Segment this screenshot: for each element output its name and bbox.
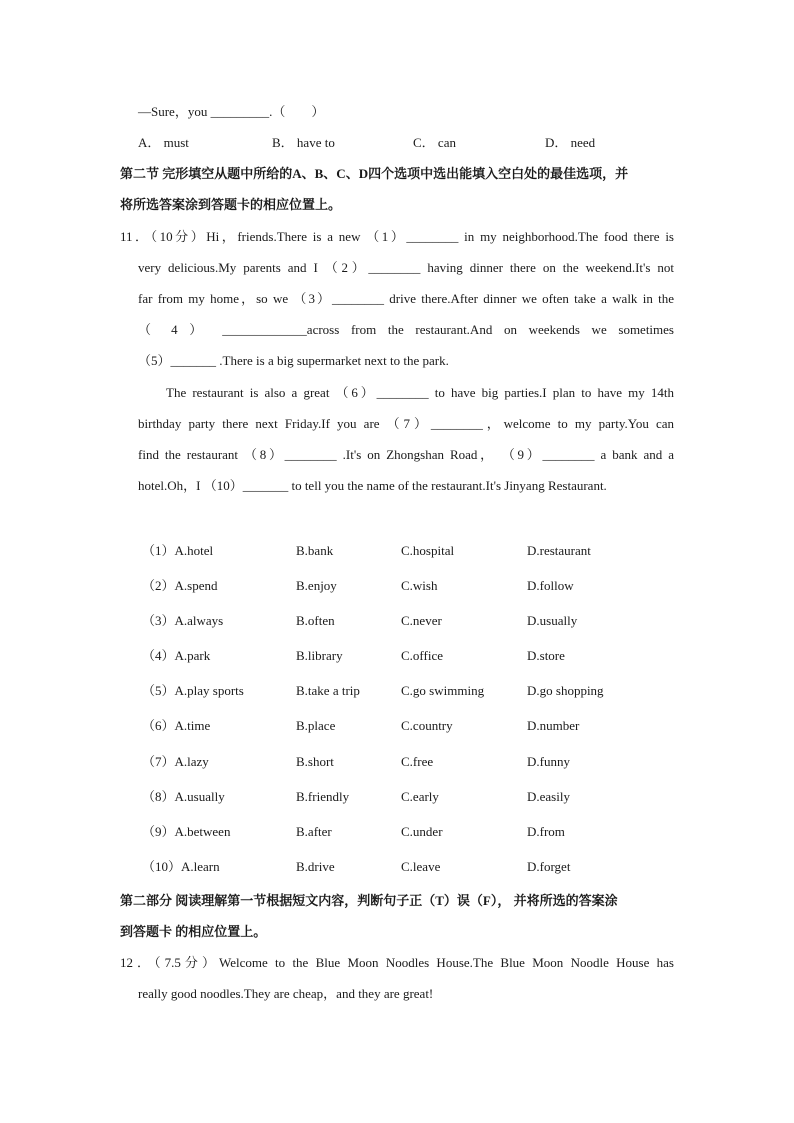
q11-passage-line: find the restaurant （8）________ .It's on Zhongshan Road， （9）________ a bank and a [138, 447, 674, 462]
choice-3-d[interactable]: D.usually [527, 613, 578, 628]
q10-option-d[interactable]: D． need [545, 135, 596, 150]
q11-passage-line: very delicious.My parents and I （2）________ having dinner there on the weekend.It's not [138, 260, 674, 275]
choice-2-d[interactable]: D.follow [527, 578, 574, 593]
choice-2-b[interactable]: B.enjoy [296, 578, 337, 593]
choice-1-d[interactable]: D.restaurant [527, 543, 591, 558]
choice-2-c[interactable]: C.wish [401, 578, 438, 593]
choice-6-b[interactable]: B.place [296, 718, 336, 733]
q11-passage-line: birthday party there next Friday.If you are （7）________，welcome to my party.You can [138, 416, 674, 431]
choice-8-b[interactable]: B.friendly [296, 789, 350, 804]
choice-10-d[interactable]: D.forget [527, 859, 571, 874]
cloze-section-heading: 第二节 完形填空从题中所给的A、B、C、D四个选项中选出能填入空白处的最佳选项，并 [120, 166, 629, 181]
choice-8-a[interactable]: （8）A.usually [142, 789, 225, 804]
choice-6-a[interactable]: （6）A.time [142, 718, 211, 733]
choice-5-c[interactable]: C.go swimming [401, 683, 485, 698]
choice-1-a[interactable]: （1）A.hotel [142, 543, 214, 558]
choice-4-a[interactable]: （4）A.park [142, 648, 211, 663]
choice-6-d[interactable]: D.number [527, 718, 580, 733]
choice-1-c[interactable]: C.hospital [401, 543, 455, 558]
q12-passage-line: 12．（7.5分）Welcome to the Blue Moon Noodles House.The Blue Moon Noodle House has [120, 955, 674, 970]
q11-passage-line: 11．（10分）Hi，friends.There is a new （1）________ in my neighborhood.The food there is [120, 229, 674, 244]
q11-passage-line: （ 4 ） _____________across from the restaurant.And on weekends we sometimes [138, 322, 674, 337]
q12-passage-line: really good noodles.They are cheap，and they are great! [138, 986, 434, 1001]
choice-5-a[interactable]: （5）A.play sports [142, 683, 244, 698]
q10-option-a[interactable]: A． must [138, 135, 189, 150]
q11-passage-line: The restaurant is also a great （6）________ to have big parties.I plan to have my 14th [166, 385, 674, 400]
choice-8-c[interactable]: C.early [401, 789, 439, 804]
choice-7-d[interactable]: D.funny [527, 754, 570, 769]
choice-3-b[interactable]: B.often [296, 613, 335, 628]
choice-4-b[interactable]: B.library [296, 648, 343, 663]
reading-section-heading-cont: 到答题卡 的相应位置上。 [120, 924, 267, 939]
choice-10-c[interactable]: C.leave [401, 859, 441, 874]
choice-3-a[interactable]: （3）A.always [142, 613, 224, 628]
q11-passage-line: far from my home，so we （3）________ drive there.After dinner we often take a walk in the [138, 291, 674, 306]
choice-5-d[interactable]: D.go shopping [527, 683, 604, 698]
q10-option-c[interactable]: C． can [413, 135, 456, 150]
choice-4-d[interactable]: D.store [527, 648, 565, 663]
choice-1-b[interactable]: B.bank [296, 543, 334, 558]
choice-7-a[interactable]: （7）A.lazy [142, 754, 209, 769]
choice-4-c[interactable]: C.office [401, 648, 443, 663]
choice-8-d[interactable]: D.easily [527, 789, 570, 804]
choice-10-a[interactable]: （10）A.learn [142, 859, 220, 874]
choice-3-c[interactable]: C.never [401, 613, 442, 628]
choice-10-b[interactable]: B.drive [296, 859, 335, 874]
choice-9-c[interactable]: C.under [401, 824, 443, 839]
choice-5-b[interactable]: B.take a trip [296, 683, 360, 698]
choice-9-a[interactable]: （9）A.between [142, 824, 231, 839]
q11-passage-line: hotel.Oh，I （10）_______ to tell you the name of the restaurant.It's Jinyang Restaurant. [138, 478, 607, 493]
choice-9-d[interactable]: D.from [527, 824, 565, 839]
q10-option-b[interactable]: B． have to [272, 135, 335, 150]
cloze-section-heading-cont: 将所选答案涂到答题卡的相应位置上。 [120, 197, 342, 212]
choice-2-a[interactable]: （2）A.spend [142, 578, 218, 593]
choice-7-c[interactable]: C.free [401, 754, 434, 769]
choice-9-b[interactable]: B.after [296, 824, 332, 839]
q11-passage-line: （5）_______ .There is a big supermarket next to the park. [138, 353, 449, 368]
reading-section-heading: 第二部分 阅读理解第一节根据短文内容，判断句子正（T）误（F）， 并将所选的答案涂 [120, 893, 618, 908]
choice-7-b[interactable]: B.short [296, 754, 334, 769]
q10-stem: —Sure，you _________.（ ） [138, 104, 325, 119]
choice-6-c[interactable]: C.country [401, 718, 453, 733]
